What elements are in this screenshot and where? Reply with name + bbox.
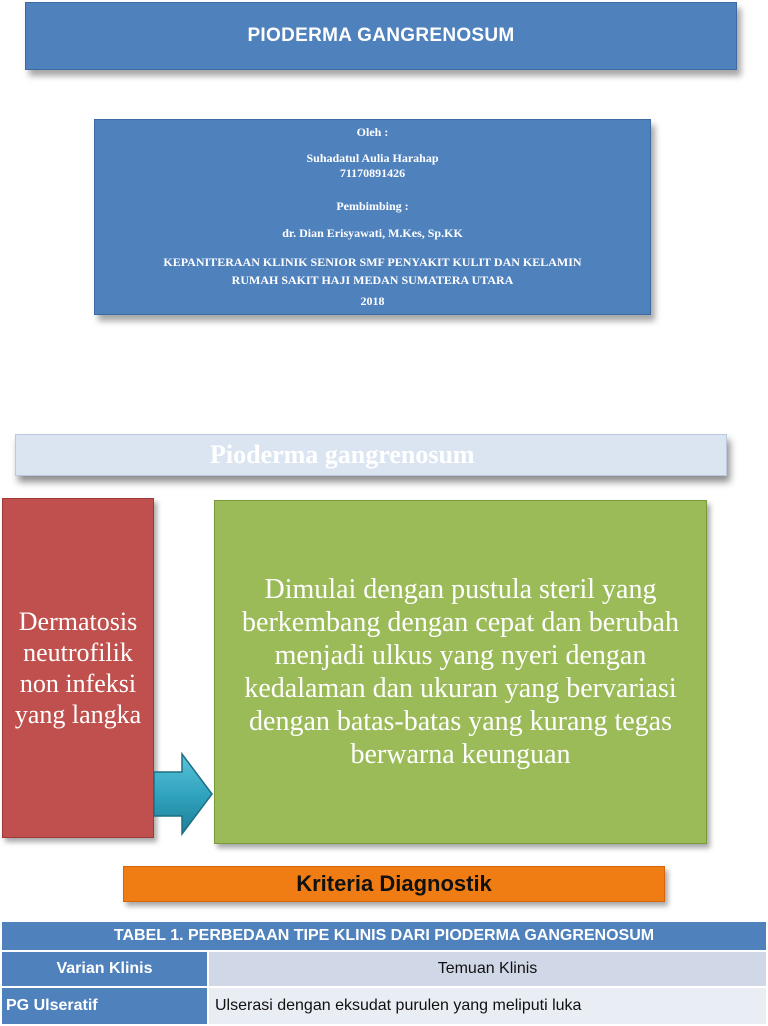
header-temuan-klinis: Temuan Klinis	[208, 951, 767, 987]
oleh-label: Oleh :	[356, 125, 389, 139]
author-nim: 71170891426	[339, 166, 406, 180]
description-box	[214, 500, 707, 844]
table-row	[1, 987, 767, 1025]
author-box	[94, 119, 651, 315]
year: 2018	[360, 294, 385, 308]
header-varian-klinis: Varian Klinis	[1, 951, 208, 987]
criteria-title-bar	[123, 866, 665, 902]
title-bar	[25, 2, 737, 70]
pembimbing-label: Pembimbing :	[336, 199, 409, 213]
right-arrow-icon	[152, 752, 214, 836]
table-caption: TABEL 1. PERBEDAAN TIPE KLINIS DARI PIODERMA GANGRENOSUM	[1, 921, 767, 951]
definition-text: Dermatosis neutrofilik non infeksi yang langka	[14, 607, 142, 729]
author-name: Suhadatul Aulia Harahap	[306, 151, 439, 165]
description-text: Dimulai dengan pustula steril yang berkembang dengan cepat dan berubah menjadi ulkus yang nyeri dengan kedalaman dan ukuran yang bervariasi dengan batas-batas yang kurang tegas berwarna keunguan	[242, 574, 679, 770]
table-cell-finding: Ulserasi dengan eksudat purulen yang meliputi luka	[208, 987, 767, 1025]
section-title: Pioderma gangrenosum	[210, 440, 475, 469]
criteria-title: Kriteria Diagnostik	[296, 871, 492, 896]
page-title: PIODERMA GANGRENOSUM	[247, 25, 515, 46]
table-caption-row	[1, 921, 767, 951]
table-cell-variant: PG Ulseratif	[1, 987, 208, 1025]
kepaniteraan-line-1: KEPANITERAAN KLINIK SENIOR SMF PENYAKIT KULIT DAN KELAMIN	[163, 255, 582, 269]
definition-box	[2, 498, 154, 838]
clinical-types-table	[0, 920, 768, 1026]
table-header-row	[1, 951, 767, 987]
pembimbing-name: dr. Dian Erisyawati, M.Kes, Sp.KK	[282, 226, 463, 240]
kepaniteraan-line-2: RUMAH SAKIT HAJI MEDAN SUMATERA UTARA	[231, 273, 514, 287]
section-title-bar	[15, 434, 727, 476]
